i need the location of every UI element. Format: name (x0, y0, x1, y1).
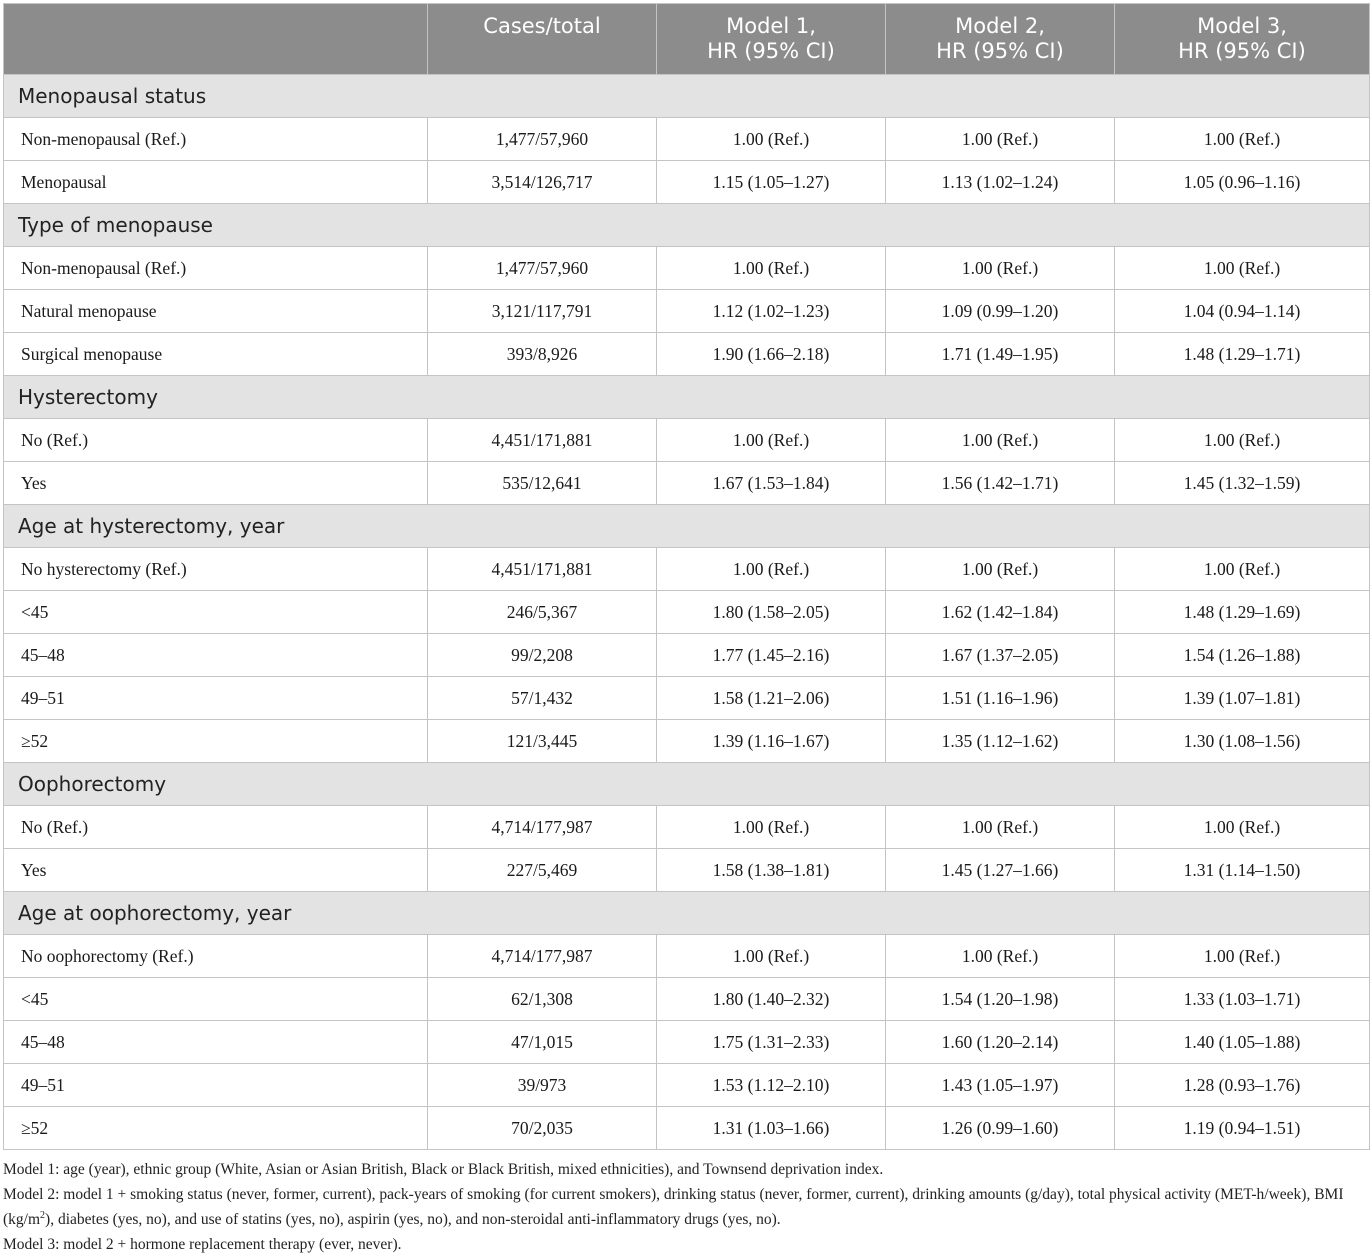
table-header (4, 4, 1370, 75)
header-model-2-line1: Model 2, (955, 14, 1045, 38)
table-row (4, 548, 1370, 591)
model-2-hr-cell: 1.62 (1.42–1.84) (886, 591, 1115, 634)
section-header-row (4, 75, 1370, 118)
model-1-hr-cell: 1.58 (1.21–2.06) (657, 677, 886, 720)
section-header-row (4, 505, 1370, 548)
header-blank-cell (4, 4, 428, 75)
model-1-hr-cell: 1.00 (Ref.) (657, 118, 886, 161)
model-3-hr-cell: 1.39 (1.07–1.81) (1115, 677, 1370, 720)
table-row (4, 290, 1370, 333)
model-2-hr-cell: 1.67 (1.37–2.05) (886, 634, 1115, 677)
row-label-cell: 45–48 (4, 634, 428, 677)
section-header-row (4, 204, 1370, 247)
row-label-cell: Non-menopausal (Ref.) (4, 247, 428, 290)
cases-total-cell: 4,451/171,881 (428, 548, 657, 591)
model-3-hr-cell: 1.00 (Ref.) (1115, 806, 1370, 849)
model-2-hr-cell: 1.00 (Ref.) (886, 419, 1115, 462)
table-row (4, 333, 1370, 376)
row-label-cell: ≥52 (4, 720, 428, 763)
section-header-row (4, 376, 1370, 419)
model-3-hr-cell: 1.00 (Ref.) (1115, 548, 1370, 591)
section-title: Oophorectomy (4, 763, 1370, 806)
model-2-hr-cell: 1.54 (1.20–1.98) (886, 978, 1115, 1021)
footnote-model-2-superscript: 2 (40, 1209, 46, 1221)
table-row (4, 247, 1370, 290)
cases-total-cell: 4,714/177,987 (428, 806, 657, 849)
model-2-hr-cell: 1.51 (1.16–1.96) (886, 677, 1115, 720)
model-3-hr-cell: 1.48 (1.29–1.69) (1115, 591, 1370, 634)
model-2-hr-cell: 1.26 (0.99–1.60) (886, 1107, 1115, 1150)
model-3-hr-cell: 1.30 (1.08–1.56) (1115, 720, 1370, 763)
section-title: Age at hysterectomy, year (4, 505, 1370, 548)
header-model-3-line1: Model 3, (1197, 14, 1287, 38)
cases-total-cell: 3,514/126,717 (428, 161, 657, 204)
model-2-hr-cell: 1.43 (1.05–1.97) (886, 1064, 1115, 1107)
row-label-cell: Yes (4, 849, 428, 892)
table-row (4, 978, 1370, 1021)
model-1-hr-cell: 1.12 (1.02–1.23) (657, 290, 886, 333)
cases-total-cell: 1,477/57,960 (428, 118, 657, 161)
cases-total-cell: 70/2,035 (428, 1107, 657, 1150)
table-row (4, 591, 1370, 634)
cases-total-cell: 4,714/177,987 (428, 935, 657, 978)
model-1-hr-cell: 1.00 (Ref.) (657, 935, 886, 978)
model-2-hr-cell: 1.13 (1.02–1.24) (886, 161, 1115, 204)
table-body (4, 75, 1370, 1150)
cases-total-cell: 62/1,308 (428, 978, 657, 1021)
cases-total-cell: 393/8,926 (428, 333, 657, 376)
model-3-hr-cell: 1.00 (Ref.) (1115, 935, 1370, 978)
footnote-model-2 (3, 1182, 1369, 1232)
header-model-1 (657, 4, 886, 75)
model-2-hr-cell: 1.56 (1.42–1.71) (886, 462, 1115, 505)
section-title: Hysterectomy (4, 376, 1370, 419)
model-2-hr-cell: 1.00 (Ref.) (886, 548, 1115, 591)
model-1-hr-cell: 1.58 (1.38–1.81) (657, 849, 886, 892)
cases-total-cell: 39/973 (428, 1064, 657, 1107)
table-row (4, 634, 1370, 677)
section-header-row (4, 892, 1370, 935)
table-row (4, 161, 1370, 204)
table-row (4, 1107, 1370, 1150)
model-3-hr-cell: 1.54 (1.26–1.88) (1115, 634, 1370, 677)
table-row (4, 720, 1370, 763)
model-2-hr-cell: 1.00 (Ref.) (886, 935, 1115, 978)
hazard-ratio-table (3, 3, 1370, 1150)
footnote-model-1: Model 1: age (year), ethnic group (White, Asian or Asian British, Black or Black British, mixed ethnicities), and Townsend deprivation index. (3, 1161, 884, 1178)
model-1-hr-cell: 1.77 (1.45–2.16) (657, 634, 886, 677)
row-label-cell: No (Ref.) (4, 806, 428, 849)
model-3-hr-cell: 1.45 (1.32–1.59) (1115, 462, 1370, 505)
model-2-hr-cell: 1.60 (1.20–2.14) (886, 1021, 1115, 1064)
model-3-hr-cell: 1.05 (0.96–1.16) (1115, 161, 1370, 204)
model-3-hr-cell: 1.31 (1.14–1.50) (1115, 849, 1370, 892)
model-2-hr-cell: 1.45 (1.27–1.66) (886, 849, 1115, 892)
cases-total-cell: 99/2,208 (428, 634, 657, 677)
model-2-hr-cell: 1.00 (Ref.) (886, 118, 1115, 161)
model-3-hr-cell: 1.00 (Ref.) (1115, 118, 1370, 161)
model-1-hr-cell: 1.80 (1.40–2.32) (657, 978, 886, 1021)
model-1-hr-cell: 1.00 (Ref.) (657, 548, 886, 591)
row-label-cell: <45 (4, 591, 428, 634)
header-model-3 (1115, 4, 1370, 75)
footnote-model-3: Model 3: model 2 + hormone replacement therapy (ever, never). (3, 1236, 402, 1253)
table-row (4, 849, 1370, 892)
row-label-cell: Surgical menopause (4, 333, 428, 376)
cases-total-cell: 121/3,445 (428, 720, 657, 763)
table-footnotes (3, 1157, 1369, 1257)
model-1-hr-cell: 1.90 (1.66–2.18) (657, 333, 886, 376)
header-cases-total (428, 4, 657, 75)
cases-total-cell: 246/5,367 (428, 591, 657, 634)
row-label-cell: No (Ref.) (4, 419, 428, 462)
model-1-hr-cell: 1.31 (1.03–1.66) (657, 1107, 886, 1150)
cases-total-cell: 4,451/171,881 (428, 419, 657, 462)
model-1-hr-cell: 1.00 (Ref.) (657, 806, 886, 849)
table-container (3, 3, 1369, 1150)
table-row (4, 806, 1370, 849)
row-label-cell: Yes (4, 462, 428, 505)
section-title: Type of menopause (4, 204, 1370, 247)
model-2-hr-cell: 1.09 (0.99–1.20) (886, 290, 1115, 333)
row-label-cell: 45–48 (4, 1021, 428, 1064)
model-3-hr-cell: 1.33 (1.03–1.71) (1115, 978, 1370, 1021)
section-title: Age at oophorectomy, year (4, 892, 1370, 935)
row-label-cell: No hysterectomy (Ref.) (4, 548, 428, 591)
model-3-hr-cell: 1.48 (1.29–1.71) (1115, 333, 1370, 376)
cases-total-cell: 3,121/117,791 (428, 290, 657, 333)
footnote-model-2-text-a: Model 2: model 1 + smoking status (never, former, current), pack-years of smoking (for current smokers), drinking status (never, former, current), drinking amounts (g/day), total physical activity (MET-h/week), BMI (kg/m (3, 1186, 1344, 1228)
model-2-hr-cell: 1.71 (1.49–1.95) (886, 333, 1115, 376)
header-model-1-line1: Model 1, (726, 14, 816, 38)
model-3-hr-cell: 1.28 (0.93–1.76) (1115, 1064, 1370, 1107)
row-label-cell: Menopausal (4, 161, 428, 204)
model-1-hr-cell: 1.00 (Ref.) (657, 247, 886, 290)
row-label-cell: Non-menopausal (Ref.) (4, 118, 428, 161)
header-model-2 (886, 4, 1115, 75)
model-2-hr-cell: 1.35 (1.12–1.62) (886, 720, 1115, 763)
header-cases-total-label: Cases/total (483, 14, 601, 38)
model-1-hr-cell: 1.80 (1.58–2.05) (657, 591, 886, 634)
table-row (4, 419, 1370, 462)
row-label-cell: 49–51 (4, 1064, 428, 1107)
model-3-hr-cell: 1.19 (0.94–1.51) (1115, 1107, 1370, 1150)
model-1-hr-cell: 1.39 (1.16–1.67) (657, 720, 886, 763)
header-model-2-line2: HR (95% CI) (936, 39, 1064, 63)
cases-total-cell: 535/12,641 (428, 462, 657, 505)
cases-total-cell: 1,477/57,960 (428, 247, 657, 290)
table-row (4, 1021, 1370, 1064)
model-1-hr-cell: 1.53 (1.12–2.10) (657, 1064, 886, 1107)
row-label-cell: ≥52 (4, 1107, 428, 1150)
cases-total-cell: 47/1,015 (428, 1021, 657, 1064)
footnote-model-2-text-b: ), diabetes (yes, no), and use of statins (yes, no), aspirin (yes, no), and non-steroidal anti-inflammatory drugs (yes, no). (45, 1211, 781, 1228)
header-model-3-line2: HR (95% CI) (1178, 39, 1306, 63)
model-3-hr-cell: 1.40 (1.05–1.88) (1115, 1021, 1370, 1064)
model-2-hr-cell: 1.00 (Ref.) (886, 247, 1115, 290)
row-label-cell: 49–51 (4, 677, 428, 720)
model-3-hr-cell: 1.00 (Ref.) (1115, 419, 1370, 462)
table-row (4, 677, 1370, 720)
model-1-hr-cell: 1.15 (1.05–1.27) (657, 161, 886, 204)
row-label-cell: Natural menopause (4, 290, 428, 333)
header-row (4, 4, 1370, 75)
model-2-hr-cell: 1.00 (Ref.) (886, 806, 1115, 849)
table-row (4, 118, 1370, 161)
section-header-row (4, 763, 1370, 806)
table-row (4, 462, 1370, 505)
row-label-cell: <45 (4, 978, 428, 1021)
header-model-1-line2: HR (95% CI) (707, 39, 835, 63)
table-row (4, 935, 1370, 978)
model-3-hr-cell: 1.00 (Ref.) (1115, 247, 1370, 290)
section-title: Menopausal status (4, 75, 1370, 118)
model-1-hr-cell: 1.00 (Ref.) (657, 419, 886, 462)
model-1-hr-cell: 1.75 (1.31–2.33) (657, 1021, 886, 1064)
cases-total-cell: 227/5,469 (428, 849, 657, 892)
model-1-hr-cell: 1.67 (1.53–1.84) (657, 462, 886, 505)
table-row (4, 1064, 1370, 1107)
model-3-hr-cell: 1.04 (0.94–1.14) (1115, 290, 1370, 333)
row-label-cell: No oophorectomy (Ref.) (4, 935, 428, 978)
cases-total-cell: 57/1,432 (428, 677, 657, 720)
